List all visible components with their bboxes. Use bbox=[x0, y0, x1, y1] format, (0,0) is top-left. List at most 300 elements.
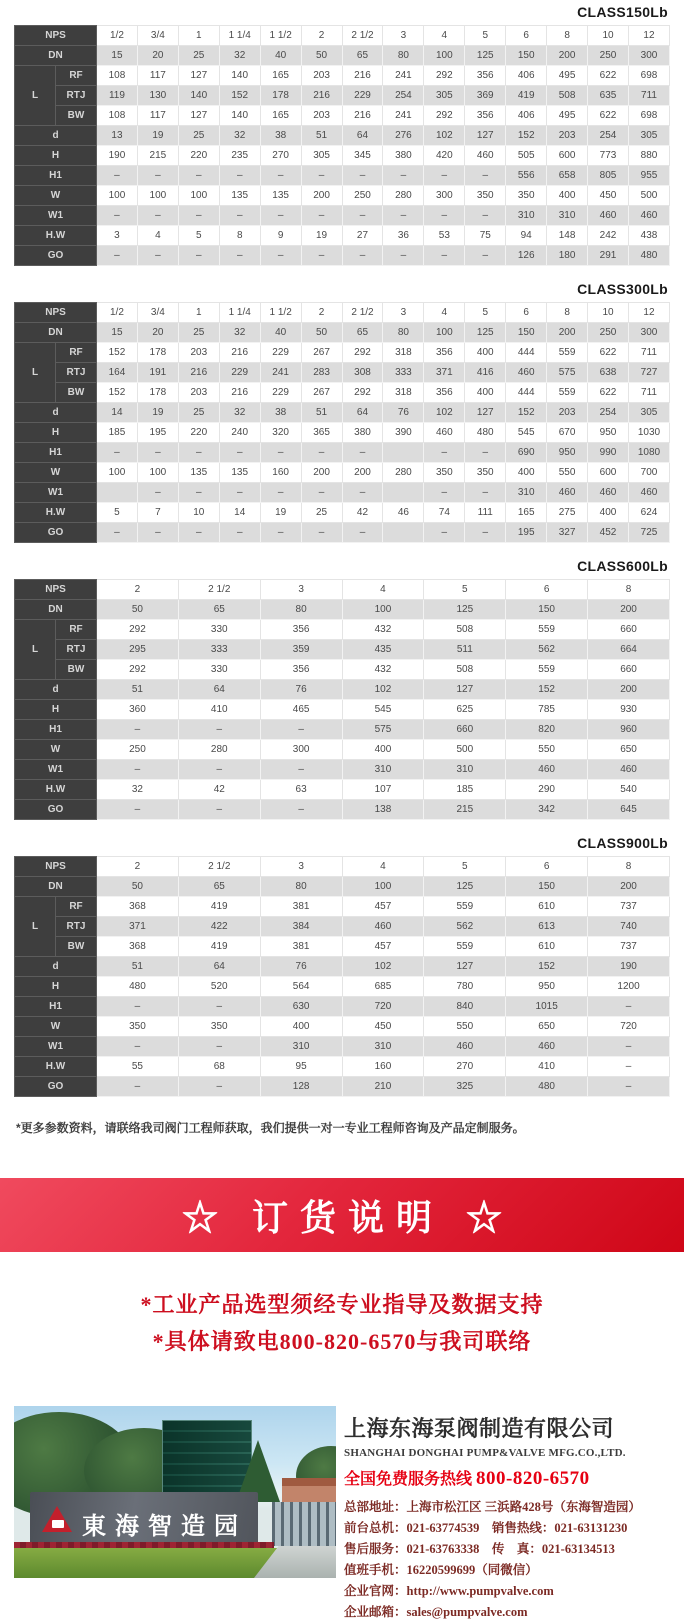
cell-value: 780 bbox=[424, 977, 506, 997]
cell-value: 327 bbox=[547, 523, 588, 543]
cell-value: 645 bbox=[588, 800, 670, 820]
row-label: RF bbox=[56, 620, 97, 640]
cell-value: 6 bbox=[506, 580, 588, 600]
cell-value: 650 bbox=[588, 740, 670, 760]
cell-value: – bbox=[97, 997, 179, 1017]
cell-value: 152 bbox=[506, 126, 547, 146]
cell-value: 345 bbox=[342, 146, 383, 166]
cell-value: – bbox=[301, 443, 342, 463]
cell-value: 152 bbox=[506, 957, 588, 977]
cell-value: 359 bbox=[260, 640, 342, 660]
cell-value: 8 bbox=[547, 303, 588, 323]
cell-value: – bbox=[260, 166, 301, 186]
cell-value: 508 bbox=[424, 660, 506, 680]
cell-value: 32 bbox=[219, 403, 260, 423]
cell-value: – bbox=[301, 246, 342, 266]
cell-value: 241 bbox=[383, 66, 424, 86]
cell-value: 4 bbox=[137, 226, 178, 246]
cell-value: – bbox=[178, 443, 219, 463]
cell-value: 400 bbox=[260, 1017, 342, 1037]
row-group-label: L bbox=[15, 897, 56, 957]
cell-value: 292 bbox=[97, 660, 179, 680]
cell-value: 368 bbox=[97, 937, 179, 957]
table-row bbox=[15, 206, 670, 226]
cell-value: 291 bbox=[588, 246, 629, 266]
cell-value: 68 bbox=[178, 1057, 260, 1077]
cell-value: – bbox=[219, 206, 260, 226]
cell-value: – bbox=[260, 760, 342, 780]
cell-value: 435 bbox=[342, 640, 424, 660]
cell-value: 575 bbox=[342, 720, 424, 740]
cell-value: 203 bbox=[301, 106, 342, 126]
table-title: CLASS300Lb bbox=[577, 281, 668, 297]
cell-value: 2 1/2 bbox=[178, 857, 260, 877]
cell-value: 135 bbox=[178, 463, 219, 483]
cell-value: – bbox=[219, 443, 260, 463]
row-label: W bbox=[15, 186, 97, 206]
spec-table bbox=[14, 856, 670, 1097]
cell-value: 419 bbox=[178, 897, 260, 917]
cell-value: 840 bbox=[424, 997, 506, 1017]
cell-value: 622 bbox=[588, 383, 629, 403]
gate-art bbox=[272, 1502, 336, 1546]
cell-value: 1015 bbox=[506, 997, 588, 1017]
cell-value: 19 bbox=[301, 226, 342, 246]
cell-value: 292 bbox=[97, 620, 179, 640]
table-row bbox=[15, 977, 670, 997]
cell-value: – bbox=[260, 246, 301, 266]
table-row bbox=[15, 226, 670, 246]
cell-value: 559 bbox=[506, 660, 588, 680]
cell-value: 460 bbox=[342, 917, 424, 937]
cell-value: 356 bbox=[260, 620, 342, 640]
cell-value: 305 bbox=[628, 403, 669, 423]
cell-value: 622 bbox=[588, 343, 629, 363]
cell-value: 229 bbox=[260, 343, 301, 363]
cell-value: 200 bbox=[588, 600, 670, 620]
cell-value: – bbox=[465, 206, 506, 226]
table-row bbox=[15, 600, 670, 620]
cell-value: 50 bbox=[301, 46, 342, 66]
cell-value: 685 bbox=[342, 977, 424, 997]
entrance-wall bbox=[30, 1492, 258, 1548]
cell-value: 216 bbox=[219, 343, 260, 363]
cell-value: 292 bbox=[424, 66, 465, 86]
cell-value: 216 bbox=[342, 106, 383, 126]
cell-value: – bbox=[424, 483, 465, 503]
cell-value: 125 bbox=[424, 600, 506, 620]
order-note: *工业产品选型须经专业指导及数据支持 bbox=[140, 1292, 544, 1317]
row-label: GO bbox=[15, 246, 97, 266]
cell-value: 610 bbox=[506, 897, 588, 917]
cell-value: 119 bbox=[97, 86, 138, 106]
cell-value: 330 bbox=[178, 660, 260, 680]
cell-value: 422 bbox=[178, 917, 260, 937]
row-label: GO bbox=[15, 523, 97, 543]
cell-value: 150 bbox=[506, 46, 547, 66]
cell-value: 410 bbox=[506, 1057, 588, 1077]
cell-value: 556 bbox=[506, 166, 547, 186]
table-row bbox=[15, 343, 670, 363]
cell-value: 127 bbox=[178, 66, 219, 86]
table-row bbox=[15, 363, 670, 383]
cell-value: 6 bbox=[506, 26, 547, 46]
cell-value: 400 bbox=[465, 343, 506, 363]
cell-value: 495 bbox=[547, 106, 588, 126]
cell-value: 107 bbox=[342, 780, 424, 800]
cell-value: 25 bbox=[178, 46, 219, 66]
cell-value: 625 bbox=[424, 700, 506, 720]
cell-value: 267 bbox=[301, 343, 342, 363]
class600-table-block bbox=[14, 558, 670, 820]
row-label: RF bbox=[56, 66, 97, 86]
cell-value: 25 bbox=[301, 503, 342, 523]
cell-value: 203 bbox=[547, 403, 588, 423]
cell-value: – bbox=[260, 443, 301, 463]
cell-value: 300 bbox=[628, 323, 669, 343]
row-label: H1 bbox=[15, 997, 97, 1017]
cell-value: 102 bbox=[342, 680, 424, 700]
cell-value: 1030 bbox=[628, 423, 669, 443]
cell-value: 51 bbox=[97, 680, 179, 700]
cell-value: 94 bbox=[506, 226, 547, 246]
cell-value: – bbox=[424, 523, 465, 543]
table-row bbox=[15, 46, 670, 66]
cell-value: 5 bbox=[465, 26, 506, 46]
cell-value: 135 bbox=[219, 463, 260, 483]
row-label: W bbox=[15, 463, 97, 483]
cell-value: 148 bbox=[547, 226, 588, 246]
cell-value: 575 bbox=[547, 363, 588, 383]
cell-value: 4 bbox=[342, 857, 424, 877]
cell-value: 550 bbox=[424, 1017, 506, 1037]
cell-value: – bbox=[137, 246, 178, 266]
cell-value: 150 bbox=[506, 323, 547, 343]
cell-value: 165 bbox=[506, 503, 547, 523]
row-group-label: L bbox=[15, 343, 56, 403]
cell-value: 660 bbox=[588, 660, 670, 680]
cell-value: – bbox=[97, 246, 138, 266]
cell-value: – bbox=[97, 166, 138, 186]
cell-value: – bbox=[97, 206, 138, 226]
contact-line: 企业官网：http://www.pumpvalve.com bbox=[344, 1584, 554, 1598]
cell-value: 127 bbox=[424, 957, 506, 977]
cell-value: 3/4 bbox=[137, 303, 178, 323]
cell-value: 152 bbox=[506, 680, 588, 700]
contact-line: 总部地址：上海市松江区 三浜路428号（东海智造园） bbox=[344, 1500, 641, 1514]
cell-value: 32 bbox=[219, 46, 260, 66]
cell-value: 308 bbox=[342, 363, 383, 383]
cell-value: 400 bbox=[342, 740, 424, 760]
cell-value: 650 bbox=[506, 1017, 588, 1037]
row-label: W bbox=[15, 740, 97, 760]
cell-value: 65 bbox=[342, 46, 383, 66]
cell-value: 511 bbox=[424, 640, 506, 660]
cell-value: – bbox=[588, 1077, 670, 1097]
cell-value: 4 bbox=[424, 26, 465, 46]
cell-value: 365 bbox=[301, 423, 342, 443]
cell-value: 720 bbox=[342, 997, 424, 1017]
row-label: BW bbox=[56, 660, 97, 680]
cell-value: – bbox=[137, 483, 178, 503]
cell-value: – bbox=[424, 246, 465, 266]
cell-value: 80 bbox=[260, 600, 342, 620]
cell-value: 325 bbox=[424, 1077, 506, 1097]
cell-value: 25 bbox=[178, 403, 219, 423]
cell-value: 305 bbox=[628, 126, 669, 146]
cell-value: 2 1/2 bbox=[178, 580, 260, 600]
cell-value: 460 bbox=[628, 206, 669, 226]
cell-value: 127 bbox=[465, 126, 506, 146]
class150-table-block bbox=[14, 4, 670, 266]
cell-value: 164 bbox=[97, 363, 138, 383]
cell-value: 3 bbox=[260, 580, 342, 600]
row-label: RTJ bbox=[56, 640, 97, 660]
cell-value: 5 bbox=[465, 303, 506, 323]
cell-value: 390 bbox=[383, 423, 424, 443]
cell-value: 76 bbox=[383, 403, 424, 423]
table-row bbox=[15, 186, 670, 206]
cell-value: 5 bbox=[424, 580, 506, 600]
cell-value: 165 bbox=[260, 66, 301, 86]
table-row bbox=[15, 680, 670, 700]
class300-table-block bbox=[14, 281, 670, 543]
cell-value: 505 bbox=[506, 146, 547, 166]
cell-value: 438 bbox=[628, 226, 669, 246]
cell-value: 350 bbox=[465, 186, 506, 206]
cell-value: 32 bbox=[219, 126, 260, 146]
cell-value: 102 bbox=[424, 126, 465, 146]
row-label: RF bbox=[56, 897, 97, 917]
cell-value: 384 bbox=[260, 917, 342, 937]
cell-value: 350 bbox=[424, 463, 465, 483]
table-row bbox=[15, 1077, 670, 1097]
row-group-label: L bbox=[15, 66, 56, 126]
cell-value: – bbox=[588, 997, 670, 1017]
table-row bbox=[15, 323, 670, 343]
cell-value: 295 bbox=[97, 640, 179, 660]
cell-value: 7 bbox=[137, 503, 178, 523]
cell-value: 250 bbox=[588, 46, 629, 66]
cell-value: 100 bbox=[424, 46, 465, 66]
cell-value: – bbox=[97, 720, 179, 740]
cell-value: – bbox=[383, 246, 424, 266]
cell-value: – bbox=[178, 246, 219, 266]
cell-value: 559 bbox=[506, 620, 588, 640]
cell-value: 100 bbox=[137, 186, 178, 206]
cell-value: 13 bbox=[97, 126, 138, 146]
cell-value: 500 bbox=[628, 186, 669, 206]
cell-value: 127 bbox=[424, 680, 506, 700]
table-row bbox=[15, 523, 670, 543]
cell-value: 6 bbox=[506, 857, 588, 877]
cell-value: – bbox=[342, 206, 383, 226]
cell-value: 380 bbox=[342, 423, 383, 443]
cell-value: 32 bbox=[97, 780, 179, 800]
row-label: BW bbox=[56, 106, 97, 126]
cell-value: 64 bbox=[342, 126, 383, 146]
cell-value: 660 bbox=[424, 720, 506, 740]
cell-value: 80 bbox=[383, 46, 424, 66]
cell-value: 955 bbox=[628, 166, 669, 186]
cell-value: 3 bbox=[97, 226, 138, 246]
cell-value: 216 bbox=[219, 383, 260, 403]
cell-value: 5 bbox=[424, 857, 506, 877]
cell-value: 990 bbox=[588, 443, 629, 463]
cell-value: – bbox=[219, 523, 260, 543]
row-label: d bbox=[15, 403, 97, 423]
hotline-number: 800-820-6570 bbox=[476, 1468, 590, 1489]
cell-value: 19 bbox=[137, 126, 178, 146]
cell-value: 3/4 bbox=[137, 26, 178, 46]
cell-value: 310 bbox=[506, 483, 547, 503]
cell-value: 270 bbox=[260, 146, 301, 166]
table-row bbox=[15, 740, 670, 760]
table-row bbox=[15, 66, 670, 86]
cell-value: – bbox=[424, 443, 465, 463]
cell-value: 152 bbox=[219, 86, 260, 106]
cell-value: 165 bbox=[260, 106, 301, 126]
row-label: H.W bbox=[15, 503, 97, 523]
cell-value: 406 bbox=[506, 106, 547, 126]
cell-value: 270 bbox=[424, 1057, 506, 1077]
row-label: W1 bbox=[15, 760, 97, 780]
cell-value: 46 bbox=[383, 503, 424, 523]
table-row bbox=[15, 857, 670, 877]
table-row bbox=[15, 403, 670, 423]
cell-value: 200 bbox=[588, 680, 670, 700]
cell-value: 1 1/2 bbox=[260, 303, 301, 323]
row-label: W1 bbox=[15, 206, 97, 226]
cell-value: 613 bbox=[506, 917, 588, 937]
cell-value: 80 bbox=[260, 877, 342, 897]
cell-value: 203 bbox=[178, 383, 219, 403]
cell-value: 368 bbox=[97, 897, 179, 917]
cell-value: 117 bbox=[137, 66, 178, 86]
cell-value: 64 bbox=[342, 403, 383, 423]
cell-value: 610 bbox=[506, 937, 588, 957]
cell-value: – bbox=[465, 166, 506, 186]
cell-value: 178 bbox=[137, 343, 178, 363]
cell-value: 562 bbox=[424, 917, 506, 937]
table-title: CLASS150Lb bbox=[577, 4, 668, 20]
cell-value: – bbox=[260, 720, 342, 740]
spec-table bbox=[14, 302, 670, 543]
cell-value: 280 bbox=[383, 186, 424, 206]
cell-value: 300 bbox=[424, 186, 465, 206]
cell-value: 622 bbox=[588, 106, 629, 126]
row-label: RTJ bbox=[56, 917, 97, 937]
cell-value: 356 bbox=[424, 383, 465, 403]
cell-value: 250 bbox=[342, 186, 383, 206]
cell-value: 4 bbox=[424, 303, 465, 323]
cell-value: 200 bbox=[342, 463, 383, 483]
cell-value: 460 bbox=[424, 1037, 506, 1057]
cell-value: – bbox=[97, 443, 138, 463]
cell-value: 200 bbox=[301, 186, 342, 206]
row-label: DN bbox=[15, 877, 97, 897]
table-row bbox=[15, 760, 670, 780]
cell-value: 664 bbox=[588, 640, 670, 660]
table-row bbox=[15, 897, 670, 917]
cell-value: 500 bbox=[424, 740, 506, 760]
class900-table-block bbox=[14, 835, 670, 1097]
cell-value: 310 bbox=[506, 206, 547, 226]
cell-value: 215 bbox=[424, 800, 506, 820]
cell-value: 280 bbox=[178, 740, 260, 760]
table-row bbox=[15, 503, 670, 523]
company-section bbox=[0, 1406, 684, 1623]
row-label: H bbox=[15, 977, 97, 997]
table-row bbox=[15, 246, 670, 266]
cell-value: 432 bbox=[342, 660, 424, 680]
cell-value: 200 bbox=[301, 463, 342, 483]
cell-value: – bbox=[588, 1037, 670, 1057]
cell-value: 380 bbox=[383, 146, 424, 166]
cell-value: 450 bbox=[342, 1017, 424, 1037]
cell-value: 480 bbox=[465, 423, 506, 443]
cell-value: 100 bbox=[342, 877, 424, 897]
cell-value: 711 bbox=[628, 383, 669, 403]
row-label: H bbox=[15, 146, 97, 166]
company-logo-icon bbox=[42, 1506, 72, 1532]
cell-value: 140 bbox=[219, 66, 260, 86]
cell-value: 520 bbox=[178, 977, 260, 997]
cell-value: 108 bbox=[97, 66, 138, 86]
cell-value: 698 bbox=[628, 106, 669, 126]
cell-value: 125 bbox=[424, 877, 506, 897]
footnote-text: *更多参数资料，请联络我司阀门工程师获取，我们提供一对一专业工程师咨询及产品定制服务。 bbox=[16, 1121, 525, 1135]
cell-value: 140 bbox=[219, 106, 260, 126]
row-label: H.W bbox=[15, 226, 97, 246]
cell-value: – bbox=[97, 1037, 179, 1057]
cell-value: 660 bbox=[588, 620, 670, 640]
cell-value: – bbox=[178, 760, 260, 780]
cell-value: 75 bbox=[465, 226, 506, 246]
table-row bbox=[15, 443, 670, 463]
cell-value: 559 bbox=[424, 897, 506, 917]
cell-value: 102 bbox=[342, 957, 424, 977]
table-row bbox=[15, 463, 670, 483]
table-row bbox=[15, 1017, 670, 1037]
cell-value: – bbox=[178, 206, 219, 226]
cell-value: 3 bbox=[383, 26, 424, 46]
table-row bbox=[15, 800, 670, 820]
table-row bbox=[15, 620, 670, 640]
cell-value: – bbox=[301, 483, 342, 503]
row-label: H1 bbox=[15, 720, 97, 740]
cell-value: 550 bbox=[506, 740, 588, 760]
table-row bbox=[15, 303, 670, 323]
cell-value: 80 bbox=[383, 323, 424, 343]
cell-value: 108 bbox=[97, 106, 138, 126]
cell-value: 550 bbox=[547, 463, 588, 483]
contact-line: 值班手机：16220599699（同微信） bbox=[344, 1563, 538, 1577]
cell-value: – bbox=[424, 206, 465, 226]
cell-value: 195 bbox=[506, 523, 547, 543]
cell-value: 25 bbox=[178, 323, 219, 343]
contact-line: 前台总机：021-63774539 销售热线：021-63131230 bbox=[344, 1521, 628, 1535]
cell-value: 216 bbox=[178, 363, 219, 383]
cell-value: 14 bbox=[97, 403, 138, 423]
cell-value: 600 bbox=[547, 146, 588, 166]
cell-value: 460 bbox=[588, 483, 629, 503]
cell-value: 950 bbox=[547, 443, 588, 463]
order-notes bbox=[0, 1286, 684, 1360]
cell-value: 53 bbox=[424, 226, 465, 246]
cell-value: 559 bbox=[547, 383, 588, 403]
cell-value: 318 bbox=[383, 343, 424, 363]
